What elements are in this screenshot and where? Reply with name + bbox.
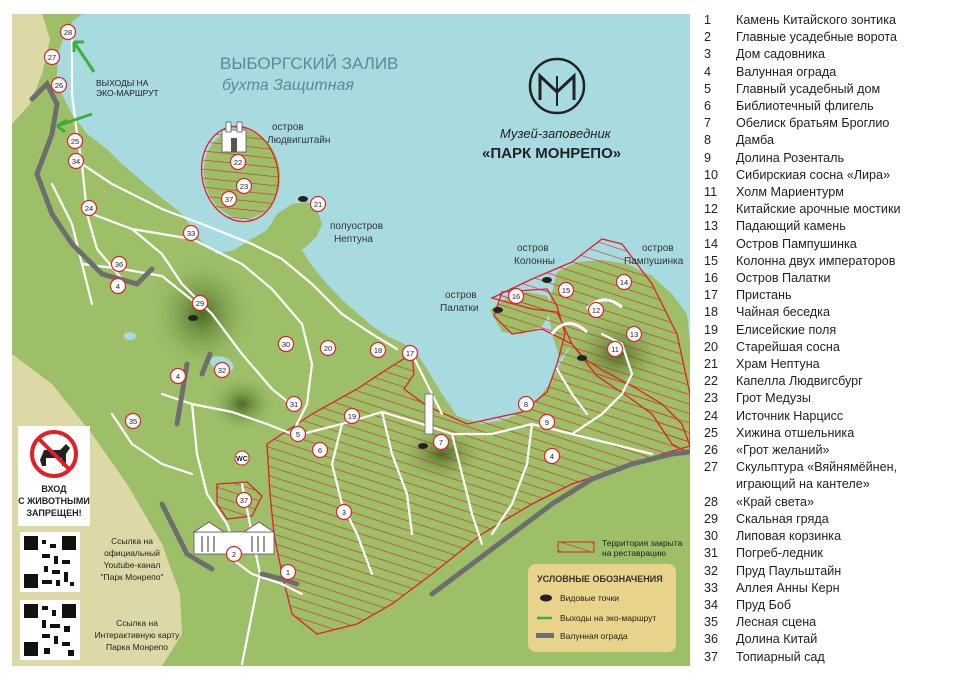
marker-number: 33 (186, 229, 196, 238)
legend-number: 12 (704, 202, 719, 217)
legend-text: Главный усадебный дом (736, 81, 881, 96)
marker-number: 2 (231, 550, 237, 559)
marker-number: 37 (239, 496, 249, 505)
marker-number: 32 (217, 366, 227, 375)
legend-text: Падающий камень (736, 219, 846, 234)
map-marker-37[interactable] (237, 493, 252, 508)
marker-number: 34 (71, 157, 81, 166)
legend-number: 4 (704, 64, 712, 79)
legend-number: 5 (704, 81, 712, 96)
marker-number: 1 (285, 568, 291, 577)
legend-number: 6 (704, 99, 712, 114)
legend-text: «Грот желаний» (736, 443, 830, 458)
island-label: Колонны (514, 256, 555, 267)
legend-item (704, 425, 954, 442)
legend-text: Грот Медузы (736, 391, 811, 406)
map-marker-14[interactable] (617, 275, 632, 290)
marker-number: 6 (317, 446, 323, 455)
legend-item (704, 459, 954, 476)
legend-number: 20 (704, 339, 719, 354)
map-marker-21[interactable] (311, 197, 326, 212)
qr-youtube[interactable] (20, 532, 80, 592)
legend-item (704, 390, 954, 407)
legend-text: Пристань (736, 288, 792, 303)
legend-number: 22 (704, 374, 719, 389)
park-name: «ПАРК МОНРЕПО» (482, 145, 622, 162)
peninsula-label: Нептуна (334, 234, 373, 245)
legend-item (704, 115, 954, 132)
legend-text: Долина Розенталь (736, 150, 845, 165)
legend-number: 23 (704, 391, 719, 406)
no-animals-text: ВХОД (41, 484, 67, 494)
closed-territory-swatch (558, 542, 594, 552)
legend-item (704, 167, 954, 184)
legend-item (704, 511, 954, 528)
map-marker-1[interactable] (281, 565, 296, 580)
legend-text: Дом садовника (736, 47, 825, 62)
legend-number: 32 (704, 563, 719, 578)
legend-number: 7 (704, 116, 712, 131)
legend-item (704, 597, 954, 614)
marker-number: 30 (281, 340, 291, 349)
legend-number: 8 (704, 133, 712, 148)
marker-number: 3 (341, 508, 347, 517)
marker-number: 4 (175, 372, 181, 381)
interactive-link-text: Парка Монрепо (106, 642, 168, 652)
legend-text: Погреб-ледник (736, 546, 823, 561)
map-marker-36[interactable] (112, 257, 127, 272)
legend-item (704, 184, 954, 201)
legend-number: 13 (704, 219, 719, 234)
map-marker-8[interactable] (519, 397, 534, 412)
no-animals-text: ЗАПРЕЩЕН! (26, 508, 82, 518)
legend-number: 27 (704, 460, 719, 475)
legend-item (704, 236, 954, 253)
water-name: ВЫБОРГСКИЙ ЗАЛИВ (220, 54, 399, 73)
marker-number: 24 (84, 204, 94, 213)
marker-number: 14 (619, 278, 629, 287)
legend-text: играющий на кантеле» (736, 477, 870, 492)
legend-text: Липовая корзинка (736, 529, 842, 544)
youtube-link-text: официальный (104, 548, 160, 558)
marker-number: 25 (70, 137, 80, 146)
obelisk-icon (425, 394, 433, 434)
legend-item (704, 29, 954, 46)
legend-number: 33 (704, 580, 719, 595)
marker-number: 18 (373, 346, 383, 355)
map-marker-11[interactable] (608, 342, 623, 357)
legend-text: Библиотечный флигель (736, 99, 874, 114)
map-marker-19[interactable] (345, 409, 360, 424)
legend-text: Долина Китай (736, 632, 818, 647)
legend-number: 18 (704, 305, 719, 320)
legend-number: 28 (704, 494, 719, 509)
island-label: остров (445, 290, 477, 301)
youtube-link-text: Youtube-канал (103, 560, 161, 570)
legend-text: Топиарный сад (736, 649, 825, 664)
legend-item (704, 373, 954, 390)
legend-item (704, 253, 954, 270)
closed-territory-label: на реставрацию (602, 548, 666, 558)
museum-label: Музей-заповедник (500, 126, 611, 141)
legend-item (704, 580, 954, 597)
park-map (12, 14, 690, 666)
fence-label: Валунная ограда (560, 631, 628, 641)
legend-text: Китайские арочные мостики (736, 202, 901, 217)
legend-number: 37 (704, 649, 719, 664)
marker-number: 4 (115, 282, 121, 291)
legend-number: 34 (704, 597, 719, 612)
interactive-link-text: Интерактивную карту (94, 630, 180, 640)
map-marker-5[interactable] (291, 427, 306, 442)
map-marker-2[interactable] (227, 547, 242, 562)
legend-number: 16 (704, 271, 719, 286)
map-marker-34[interactable] (69, 154, 84, 169)
island-label: Палатки (440, 303, 479, 314)
youtube-link-text: Ссылка на (111, 536, 153, 546)
legend-text: Холм Мариентурм (736, 185, 844, 200)
legend-item (704, 494, 954, 511)
qr-interactive-map[interactable] (20, 600, 80, 660)
legend-number: 10 (704, 167, 719, 182)
marker-number: 29 (195, 299, 205, 308)
legend-text: Источник Нарцисс (736, 408, 844, 423)
legend-number: 2 (704, 30, 712, 45)
marker-number: 11 (611, 345, 619, 354)
map-marker-12[interactable] (589, 303, 604, 318)
legend-item (704, 442, 954, 459)
island-label: остров (642, 243, 674, 254)
marker-number: 23 (239, 182, 249, 191)
bay-name: бухта Защитная (222, 77, 354, 94)
marker-number: 4 (549, 452, 555, 461)
legend-item (704, 132, 954, 149)
legend-number: 24 (704, 408, 719, 423)
youtube-link-text: "Парк Монрепо" (100, 572, 164, 582)
legend-item (704, 287, 954, 304)
island-label: остров (272, 122, 304, 133)
map-marker-27[interactable] (45, 50, 60, 65)
fence-swatch (536, 633, 554, 638)
map-marker-24[interactable] (82, 201, 97, 216)
marker-number: 21 (313, 200, 323, 209)
marker-number: 12 (591, 306, 601, 315)
marker-number: 16 (511, 292, 521, 301)
legend-item (704, 46, 954, 63)
legend-text: Остров Палатки (736, 271, 831, 286)
legend-item (704, 339, 954, 356)
legend-text: Камень Китайского зонтика (736, 13, 897, 27)
legend-number: 15 (704, 253, 719, 268)
legend-text: Главные усадебные ворота (736, 30, 897, 45)
legend-number: 1 (704, 13, 712, 27)
marker-number: 28 (63, 28, 73, 37)
legend-item (704, 304, 954, 321)
marker-number: 13 (629, 330, 639, 339)
legend-item (704, 528, 954, 545)
legend-text: Сибирскиая сосна «Лира» (736, 167, 891, 182)
marker-number: 31 (289, 400, 299, 409)
legend-text: Остров Пампушинка (736, 236, 857, 251)
legend-item (704, 64, 954, 81)
legend-item (704, 476, 954, 493)
island-label: Людвигштайн (267, 135, 331, 146)
legend-number: 26 (704, 443, 719, 458)
map-marker-4[interactable] (171, 369, 186, 384)
map-marker-23[interactable] (237, 179, 252, 194)
legend-item (704, 201, 954, 218)
marker-number: 35 (128, 417, 138, 426)
legend-text: Пруд Боб (736, 597, 792, 612)
svg-text:WC: WC (236, 456, 248, 463)
map-marker-28[interactable] (61, 25, 76, 40)
map-marker-7[interactable] (434, 435, 449, 450)
closed-territory-label: Территория закрыта (602, 538, 683, 548)
map-marker-31[interactable] (287, 397, 302, 412)
map-marker-22[interactable] (231, 155, 246, 170)
no-animals-text: С ЖИВОТНЫМИ (18, 496, 90, 506)
legend-item (704, 649, 954, 666)
island-label: Пампушинка (624, 256, 684, 267)
marker-number: 27 (47, 53, 57, 62)
legend-text: Чайная беседка (736, 305, 830, 320)
conventions-title: УСЛОВНЫЕ ОБОЗНАЧЕНИЯ (537, 574, 663, 584)
no-animals-sign (18, 426, 90, 526)
marker-number: 9 (544, 418, 550, 427)
map-marker-33[interactable] (184, 226, 199, 241)
legend-number: 31 (704, 546, 719, 561)
legend-text: Обелиск братьям Броглио (736, 116, 890, 131)
legend-text: Лесная сцена (736, 615, 817, 630)
marker-number: 8 (523, 400, 529, 409)
legend-item (704, 218, 954, 235)
map-marker-13[interactable] (627, 327, 642, 342)
map-marker-18[interactable] (371, 343, 386, 358)
marker-number: 22 (233, 158, 243, 167)
legend-text: Пруд Паульштайн (736, 563, 842, 578)
island-label: остров (517, 243, 549, 254)
eco-exits-label: Выходы на эко-маршрут (560, 613, 657, 623)
legend-text: Хижина отшельника (736, 425, 855, 440)
interactive-link-text: Ссылка на (116, 618, 158, 628)
marker-number: 20 (323, 344, 333, 353)
legend-number: 19 (704, 322, 719, 337)
map-marker-32[interactable] (215, 363, 230, 378)
marker-number: 19 (347, 412, 357, 421)
map-marker-17[interactable] (403, 346, 418, 361)
viewpoints-label: Видовые точки (560, 593, 620, 603)
legend-item (704, 81, 954, 98)
map-marker-26[interactable] (52, 78, 67, 93)
map-marker-25[interactable] (68, 134, 83, 149)
legend-text: Валунная ограда (736, 64, 837, 79)
legend-item (704, 631, 954, 648)
map-marker-3[interactable] (337, 505, 352, 520)
peninsula-label: полуостров (330, 221, 384, 232)
map-marker-30[interactable] (279, 337, 294, 352)
map-marker-9[interactable] (540, 415, 555, 430)
hill (147, 254, 257, 374)
map-marker-4[interactable] (545, 449, 560, 464)
legend-text: Старейшая сосна (736, 339, 840, 354)
legend-number (704, 476, 736, 493)
legend-item (704, 270, 954, 287)
marker-number: 5 (295, 430, 301, 439)
legend-number: 29 (704, 511, 719, 526)
exits-label: ВЫХОДЫ НА (96, 78, 149, 88)
map-marker-35[interactable] (126, 414, 141, 429)
legend-number: 17 (704, 288, 719, 303)
exits-label: ЭКО-МАРШРУТ (96, 88, 159, 98)
map-marker-37[interactable] (222, 192, 237, 207)
map-marker-6[interactable] (313, 443, 328, 458)
legend-item (704, 12, 954, 29)
map-marker-16[interactable] (509, 289, 524, 304)
wc-marker (235, 451, 249, 465)
map-marker-4[interactable] (111, 279, 126, 294)
marker-number: 7 (438, 438, 444, 447)
eye-icon (540, 595, 552, 602)
legend-number: 9 (704, 150, 712, 165)
conventions-box (528, 564, 676, 652)
marker-number: 17 (405, 349, 415, 358)
marker-number: 37 (224, 195, 234, 204)
map-marker-29[interactable] (193, 296, 208, 311)
marker-number: 36 (114, 260, 124, 269)
pond-bob (124, 332, 136, 340)
legend-item (704, 98, 954, 115)
legend-text: Елисейские поля (736, 322, 837, 337)
legend-number: 11 (704, 185, 718, 200)
legend-item (704, 614, 954, 631)
legend-number: 14 (704, 236, 719, 251)
legend-number: 25 (704, 425, 719, 440)
legend-text: Скальная гряда (736, 511, 829, 526)
legend-item (704, 545, 954, 562)
legend-item (704, 322, 954, 339)
legend-number: 36 (704, 632, 719, 647)
legend-text: Скульптура «Вяйнямёйнен, (736, 460, 898, 475)
marker-number: 15 (561, 286, 571, 295)
legend-number: 3 (704, 47, 712, 62)
map-marker-15[interactable] (559, 283, 574, 298)
legend-text: «Край света» (736, 494, 814, 509)
legend-text: Аллея Анны Керн (736, 580, 840, 595)
legend-text: Капелла Людвигсбург (736, 374, 863, 389)
marker-number: 26 (54, 81, 64, 90)
legend-item (704, 150, 954, 167)
legend-item (704, 408, 954, 425)
legend-item (704, 356, 954, 373)
legend-list (704, 12, 954, 666)
legend-text: Храм Нептуна (736, 357, 820, 372)
legend-number: 35 (704, 615, 719, 630)
legend-text: Дамба (736, 133, 774, 148)
legend-text: Колонна двух императоров (736, 253, 896, 268)
map-marker-20[interactable] (321, 341, 336, 356)
legend-number: 30 (704, 529, 719, 544)
legend-number: 21 (704, 357, 719, 372)
legend-item (704, 563, 954, 580)
